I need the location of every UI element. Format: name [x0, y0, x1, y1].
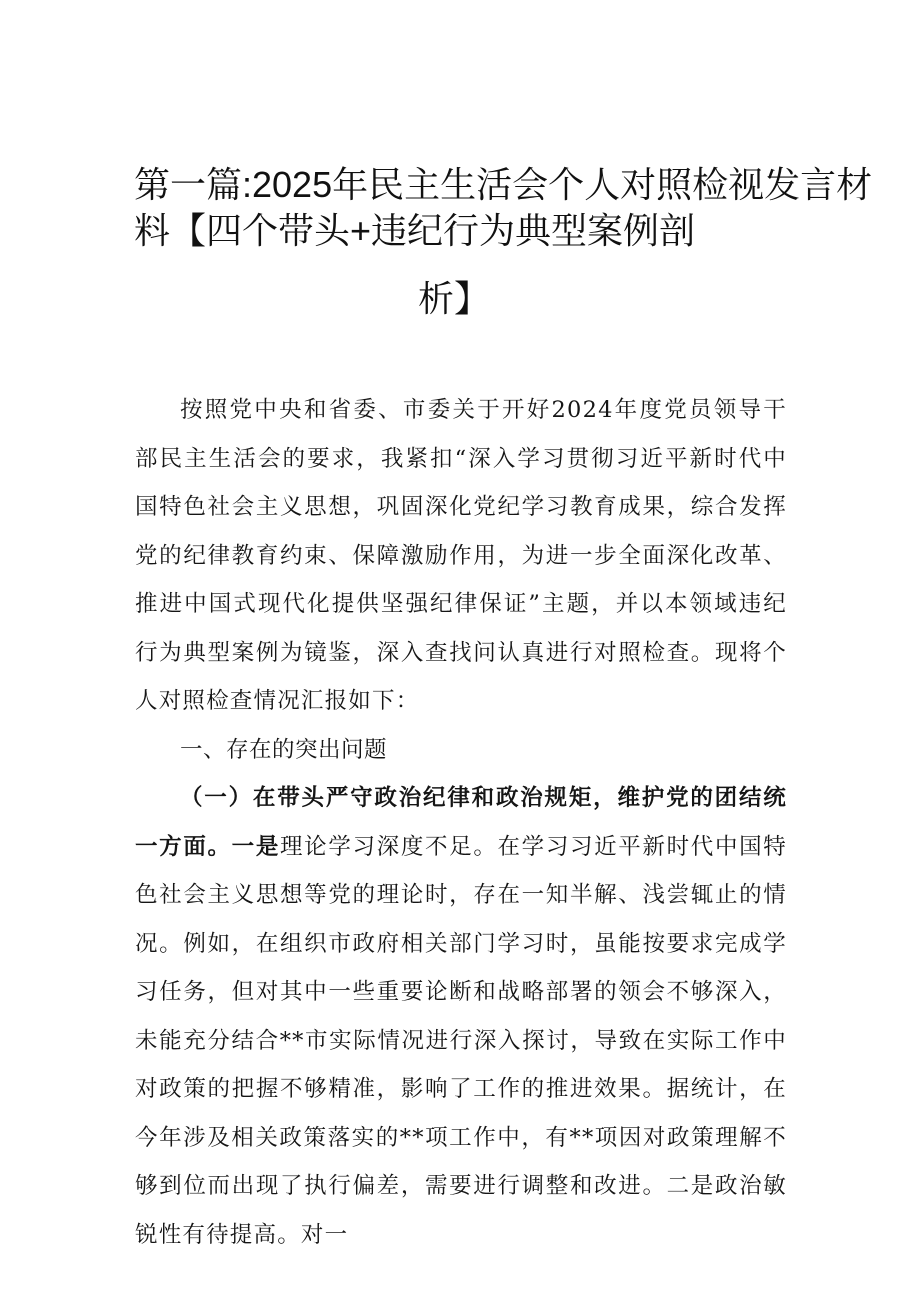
subsection-paragraph — [135, 774, 787, 1259]
document-title — [134, 162, 873, 322]
subsection-lead: （一）在带头严守政治纪律和政治规矩，维护党的团结统一方面。一是 — [135, 785, 787, 860]
section-heading: 一、存在的突出问题 — [180, 736, 388, 763]
document-body — [135, 386, 787, 1259]
title-line-2: 料【四个带头+违纪行为典型案例剖 — [134, 210, 696, 251]
intro-paragraph: 按照党中央和省委、市委关于开好2024年度党员领导干部民主生活会的要求，我紧扣“深入学习贯彻习近平新时代中国特色社会主义思想，巩固深化党纪学习教育成果，综合发挥党的纪律教育约束、保障激励作用，为进一步全面深化改革、推进中国式现代化提供坚强纪律保证”主题，并以本领域违纪行为典型案例为镜鉴，深入查找问认真进行对照检查。现将个人对照检查情况汇报如下： — [135, 397, 787, 714]
title-line-1: 第一篇:2025年民主生活会个人对照检视发言材 — [134, 164, 873, 205]
subsection-text: 理论学习深度不足。在学习习近平新时代中国特色社会主义思想等党的理论时，存在一知半解、浅尝辄止的情况。例如，在组织市政府相关部门学习时，虽能按要求完成学习任务，但对其中一些重要论断和战略部署的领会不够深入，未能充分结合**市实际情况进行深入探讨，导致在实际工作中对政策的把握不够精准，影响了工作的推进效果。据统计，在今年涉及相关政策落实的**项工作中，有**项因对政策理解不够到位而出现了执行偏差，需要进行调整和改进。二是政治敏锐性有待提高。对一 — [135, 833, 788, 1248]
title-line-3: 析】 — [417, 278, 490, 319]
